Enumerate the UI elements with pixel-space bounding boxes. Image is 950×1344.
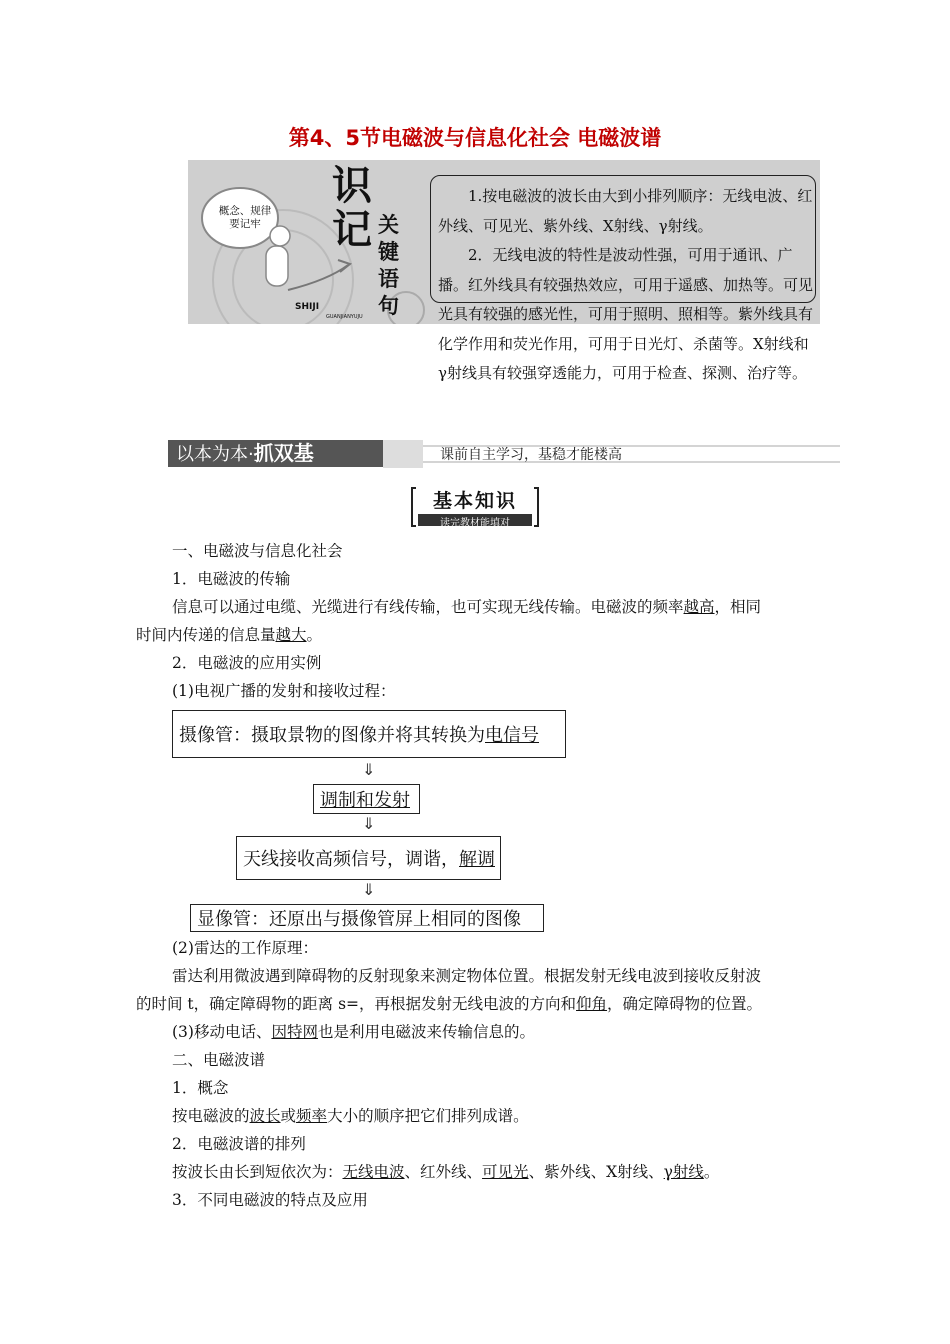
p4-blank-3: γ射线 bbox=[663, 1163, 704, 1181]
banner-pinyin-1: SHIJI bbox=[295, 302, 320, 312]
bubble-line-1: 概念、规律 bbox=[218, 205, 272, 217]
p1-blank-1: 越高 bbox=[683, 598, 715, 616]
p1-seg-a: 信息可以通过电缆、光缆进行有线传输，也可实现无线传输。电磁波的频率 bbox=[172, 598, 684, 616]
flow-arrow-3: ⇓ bbox=[362, 880, 376, 899]
heading-2-2: 2．电磁波谱的排列 bbox=[172, 1135, 306, 1153]
banner-bubble bbox=[210, 205, 280, 231]
flow-arrow-2: ⇓ bbox=[362, 814, 376, 833]
section-note: 课前自主学习，基稳才能楼高 bbox=[440, 447, 622, 463]
p4-blank-2: 可见光 bbox=[482, 1163, 529, 1181]
key-points-text bbox=[438, 182, 814, 389]
heading-1: 一、电磁波与信息化社会 bbox=[172, 542, 343, 560]
p3-blank-2: 频率 bbox=[296, 1107, 328, 1125]
flow1-blank: 电信号 bbox=[485, 725, 539, 746]
page-title: 第4、5节电磁波与信息化社会 电磁波谱 bbox=[288, 126, 662, 150]
flow3-blank: 解调 bbox=[459, 849, 495, 870]
side-char-1: 关 bbox=[378, 213, 399, 237]
flow-arrow-1: ⇓ bbox=[362, 760, 376, 779]
heading-2-1: 1．概念 bbox=[172, 1079, 229, 1097]
p1-seg-d: 时间内传递的信息量 bbox=[136, 626, 276, 644]
heading-2: 二、电磁波谱 bbox=[172, 1051, 266, 1069]
p3-a: 按电磁波的 bbox=[172, 1107, 250, 1125]
big-char-1: 识 bbox=[332, 163, 372, 209]
banner-side-chars bbox=[378, 212, 399, 320]
big-char-2: 记 bbox=[332, 207, 372, 253]
paragraph-4 bbox=[172, 1158, 719, 1186]
sub3-c: 也是利用电磁波来传输信息的。 bbox=[317, 1023, 535, 1041]
p3-c: 或 bbox=[280, 1107, 297, 1125]
flow1-a: 摄像管 bbox=[179, 725, 233, 746]
flow1-b: ：摄取景物的图像并将其转换为 bbox=[233, 725, 485, 746]
sub-heading-1: (1)电视广播的发射和接收过程： bbox=[172, 682, 396, 700]
knowledge-subtitle: 读完教材能填对 bbox=[440, 518, 510, 529]
banner-big-chars bbox=[332, 164, 372, 252]
flow4-text: 显像管：还原出与摄像管屏上相同的图像 bbox=[197, 909, 521, 930]
heading-1-1: 1．电磁波的传输 bbox=[172, 570, 291, 588]
p2-blank: 仰角 bbox=[576, 995, 608, 1013]
flow2-blank: 调制和发射 bbox=[320, 790, 410, 811]
flow-box-display bbox=[190, 904, 544, 932]
sub3-blank: 因特网 bbox=[271, 1023, 318, 1041]
heading-1-2: 2．电磁波的应用实例 bbox=[172, 654, 322, 672]
side-char-4: 句 bbox=[378, 294, 399, 318]
section-label-a: 以本为本· bbox=[176, 444, 254, 465]
p4-blank-1: 无线电波 bbox=[342, 1163, 405, 1181]
flow-box-modulate bbox=[313, 784, 420, 814]
banner-pinyin-2: GUANJIANYUJU bbox=[326, 314, 363, 320]
section-label bbox=[168, 440, 383, 467]
p4-a: 按波长由长到短依次为： bbox=[172, 1163, 343, 1181]
knowledge-title: 基本知识 bbox=[432, 490, 517, 512]
flow-box-antenna bbox=[236, 836, 501, 880]
heading-2-3: 3．不同电磁波的特点及应用 bbox=[172, 1191, 368, 1209]
p3-blank-1: 波长 bbox=[249, 1107, 281, 1125]
key-point-1: 1.按电磁波的波长由大到小排列顺序：无线电波、红外线、可见光、紫外线、X射线、γ射线。 bbox=[438, 187, 813, 235]
p2-seg-d: ，确定障碍物的位置。 bbox=[607, 995, 763, 1013]
p1-seg-f: 。 bbox=[306, 626, 323, 644]
side-char-2: 键 bbox=[378, 240, 399, 264]
sub3-a: (3)移动电话、 bbox=[172, 1023, 272, 1041]
key-point-2: 2．无线电波的特性是波动性强，可用于通讯、广播。红外线具有较强热效应，可用于遥感、加热等。可见光具有较强的感光性，可用于照明、照相等。紫外线具有化学作用和荧光作用，可用于日光灯、杀菌等。X射线和γ射线具有较强穿透能力，可用于检查、探测、治疗等。 bbox=[438, 246, 814, 382]
paragraph-3 bbox=[172, 1102, 529, 1130]
paragraph-1 bbox=[172, 593, 822, 621]
flow3-a: 天线接收高频信号 bbox=[243, 849, 387, 870]
paragraph-2: 雷达利用微波遇到障碍物的反射现象来测定物体位置。根据发射无线电波到接收反射波 bbox=[172, 967, 762, 985]
paragraph-2-cont bbox=[136, 990, 762, 1018]
p2-seg-b: 的时间 t，确定障碍物的距离 s=，再根据发射无线电波的方向和 bbox=[136, 995, 577, 1013]
sub-heading-2: (2)雷达的工作原理： bbox=[172, 939, 318, 957]
p4-g: 。 bbox=[703, 1163, 720, 1181]
flow-box-camera bbox=[172, 710, 566, 758]
side-char-3: 语 bbox=[378, 267, 399, 291]
p4-c: 、红外线、 bbox=[404, 1163, 483, 1181]
flow3-b: ，调谐， bbox=[387, 849, 459, 870]
sub-heading-3 bbox=[172, 1018, 535, 1046]
p4-e: 、紫外线、X射线、 bbox=[528, 1163, 664, 1181]
section-label-b: 抓双基 bbox=[253, 441, 314, 465]
p1-seg-c: ，相同 bbox=[714, 598, 762, 616]
paragraph-1-cont bbox=[136, 621, 322, 649]
p3-e: 大小的顺序把它们排列成谱。 bbox=[327, 1107, 529, 1125]
p1-blank-2: 越大 bbox=[275, 626, 307, 644]
bubble-line-2: 要记牢 bbox=[229, 218, 261, 230]
